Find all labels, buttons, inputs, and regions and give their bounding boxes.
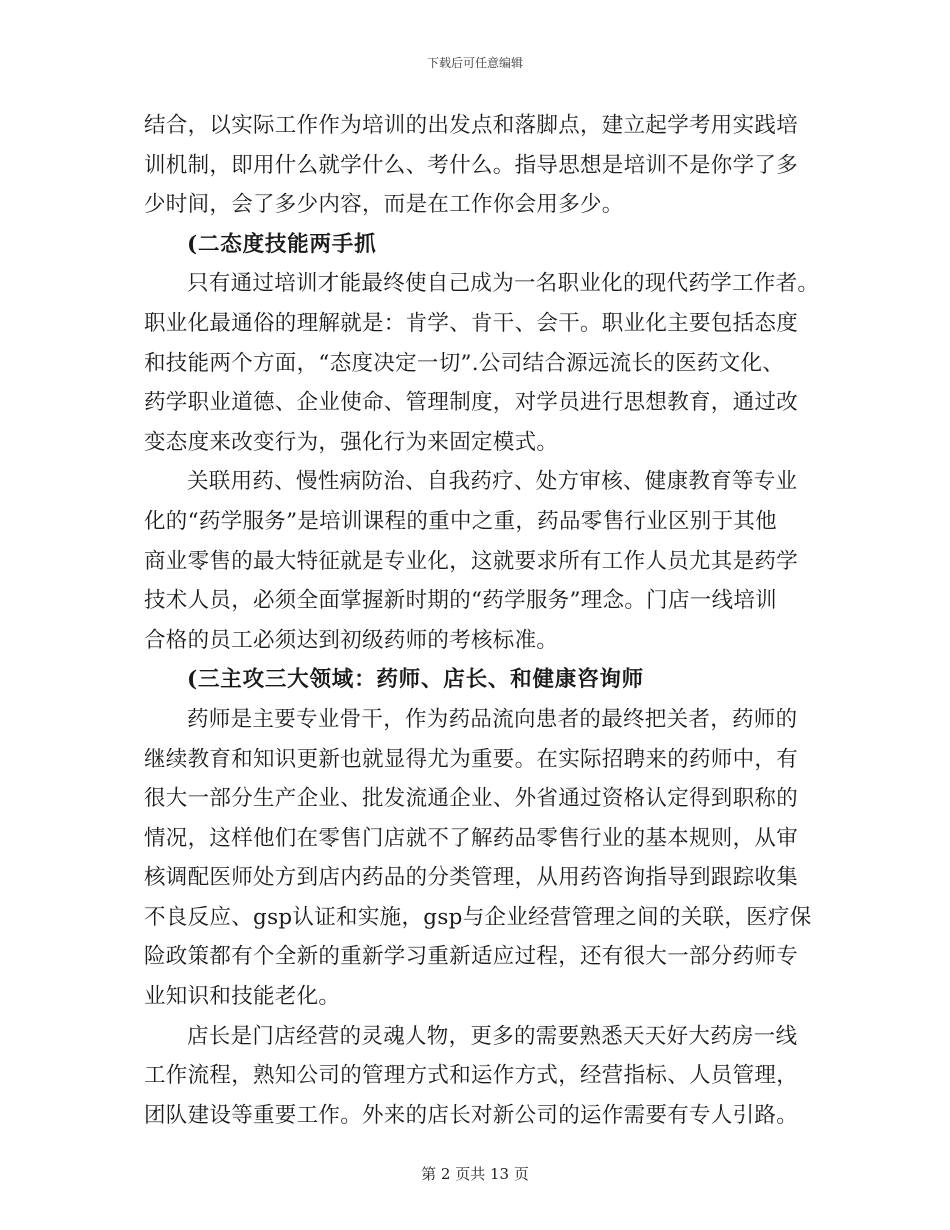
body-line: 变态度来改变行为，强化行为来固定模式。 — [144, 429, 559, 455]
section-heading: (三主攻三大领域：药师、店长、和健康咨询师 — [187, 667, 644, 693]
body-line: 团队建设等重要工作。外来的店长对新公司的运作需要有专人引路。 — [144, 1102, 799, 1128]
body-line: 药师是主要专业骨干，作为药品流向患者的最终把关者，药师的 — [187, 706, 798, 732]
page-header: 下载后可任意编辑 — [426, 56, 523, 70]
body-line: 工作流程，熟知公司的管理方式和运作方式，经营指标、人员管理， — [144, 1063, 799, 1089]
body-line: 关联用药、慢性病防治、自我药疗、处方审核、健康教育等专业 — [187, 469, 798, 495]
body-line: 和技能两个方面，“态度决定一切”.公司结合源远流长的医药文化、 — [144, 350, 785, 376]
body-line: 训机制，即用什么就学什么、考什么。指导思想是培训不是你学了多 — [144, 152, 799, 178]
body-line: 少时间，会了多少内容，而是在工作你会用多少。 — [144, 192, 624, 218]
body-line: 化的“药学服务”是培训课程的重中之重，药品零售行业区别于其他 — [144, 508, 777, 534]
body-line: 药学职业道德、企业使命、管理制度，对学员进行思想教育，通过改 — [144, 390, 799, 416]
body-line: 结合，以实际工作作为培训的出发点和落脚点，建立起学考用实践培 — [144, 113, 799, 138]
body-line: 情况，这样他们在零售门店就不了解药品零售行业的基本规则，从审 — [144, 825, 799, 851]
section-heading: (二态度技能两手抓 — [187, 231, 377, 257]
body-line: 不良反应、gsp认证和实施，gsp与企业经营管理之间的关联，医疗保 — [144, 904, 812, 930]
body-line: 职业化最通俗的理解就是：肯学、肯干、会干。职业化主要包括态度 — [144, 310, 799, 336]
body-line: 核调配医师处方到店内药品的分类管理，从用药咨询指导到跟踪收集 — [144, 865, 799, 891]
body-line: 业知识和技能老化。 — [144, 984, 341, 1010]
body-line: 合格的员工必须达到初级药师的考核标准。 — [144, 627, 559, 653]
body-line: 店长是门店经营的灵魂人物，更多的需要熟悉天天好大药房一线 — [187, 1023, 798, 1049]
body-line: 继续教育和知识更新也就显得尤为重要。在实际招聘来的药师中，有 — [144, 746, 799, 772]
body-line: 险政策都有个全新的重新学习重新适应过程，还有很大一部分药师专 — [144, 944, 799, 970]
body-line: 很大一部分生产企业、批发流通企业、外省通过资格认定得到职称的 — [144, 786, 799, 812]
document-body — [144, 106, 820, 1135]
page-footer: 第 2 页共 13 页 — [421, 1165, 529, 1183]
body-line: 商业零售的最大特征就是专业化，这就要求所有工作人员尤其是药学 — [144, 548, 799, 574]
body-line: 只有通过培训才能最终使自己成为一名职业化的现代药学工作者。 — [187, 271, 820, 297]
body-line: 技术人员，必须全面掌握新时期的“药学服务”理念。门店一线培训 — [144, 588, 777, 614]
